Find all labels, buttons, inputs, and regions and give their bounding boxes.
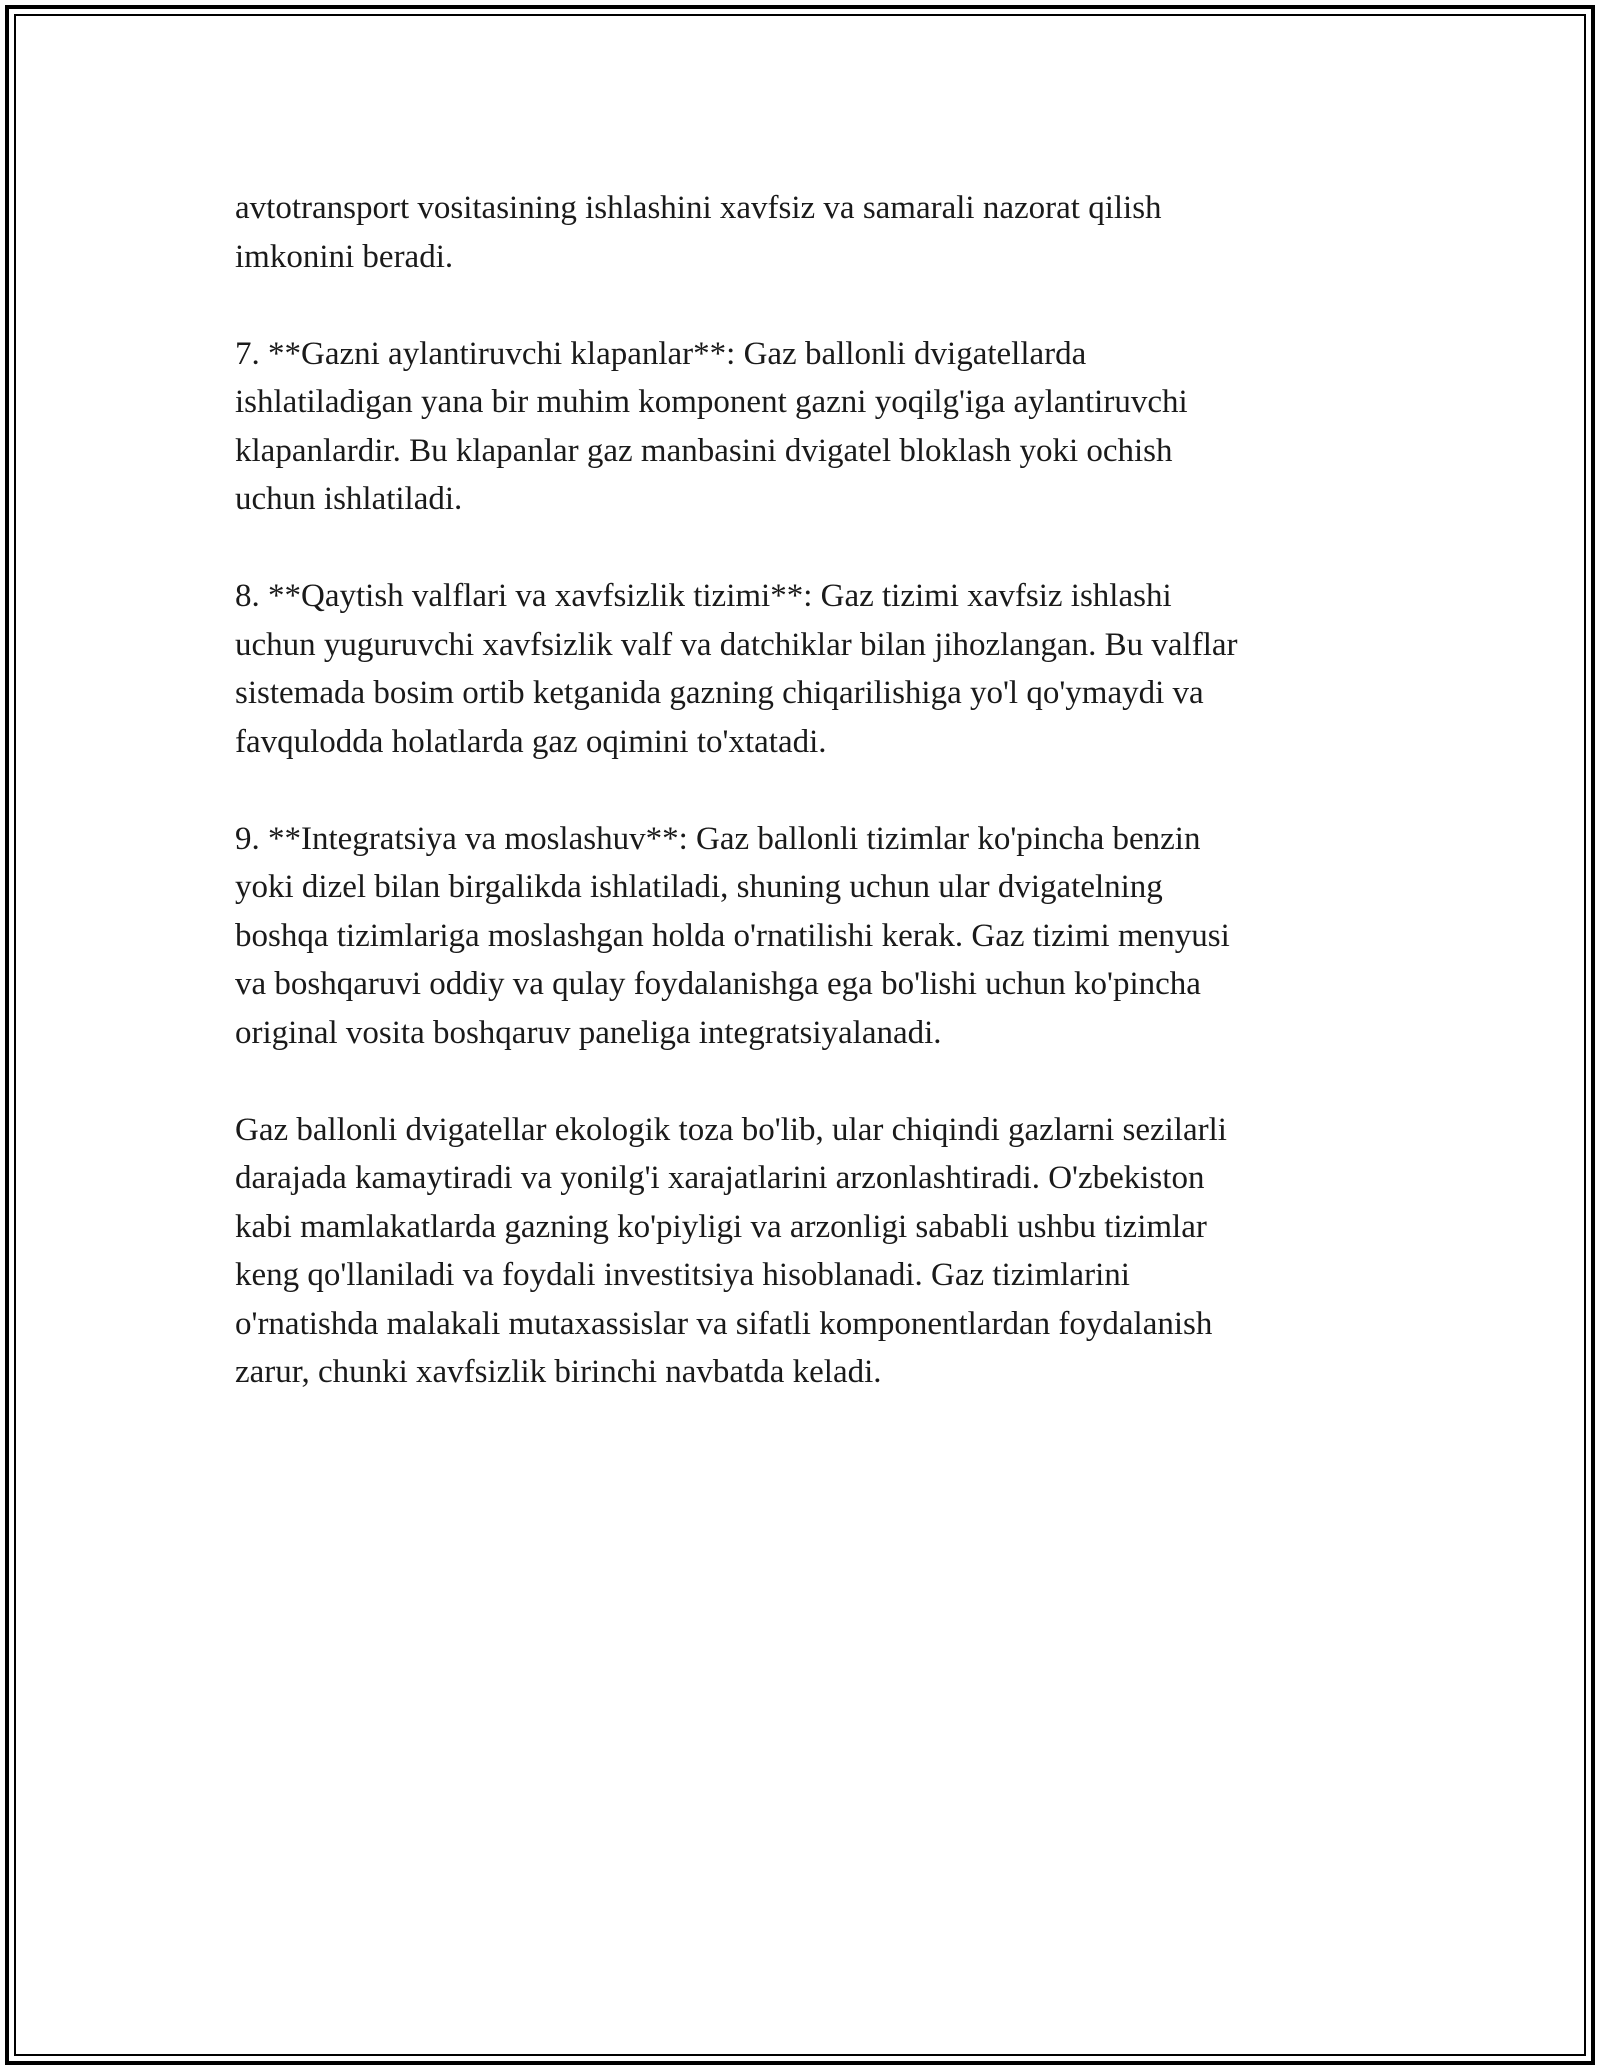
text-line: o'rnatishda malakali mutaxassislar va sifatli komponentlardan foydalanish <box>235 1305 1213 1342</box>
paragraph-item-8 <box>235 572 1370 766</box>
text-line: 7. **Gazni aylantiruvchi klapanlar**: Gaz ballonli dvigatellarda <box>235 335 1087 372</box>
paragraph-item-9 <box>235 815 1370 1058</box>
text-line: zarur, chunki xavfsizlik birinchi navbatda keladi. <box>235 1354 882 1390</box>
text-line: Gaz ballonli dvigatellar ekologik toza bo'lib, ular chiqindi gazlarni sezilarli <box>235 1111 1227 1148</box>
text-line: avtotransport vositasining ishlashini xavfsiz va samarali nazorat qilish <box>235 190 1162 226</box>
text-line: sistemada bosim ortib ketganida gazning chiqarilishiga yo'l qo'ymaydi va <box>235 675 1204 711</box>
paragraph-conclusion <box>235 1106 1370 1397</box>
text-line: 8. **Qaytish valflari va xavfsizlik tizimi**: Gaz tizimi xavfsiz ishlashi <box>235 578 1172 614</box>
text-line: va boshqaruvi oddiy va qulay foydalanishga ega bo'lishi uchun ko'pincha <box>235 966 1201 1002</box>
text-line: kabi mamlakatlarda gazning ko'piyligi va arzonligi sababli ushbu tizimlar <box>235 1208 1207 1245</box>
text-line: darajada kamaytiradi va yonilg'i xarajatlarini arzonlashtiradi. O'zbekiston <box>235 1160 1205 1196</box>
paragraph-intro-continuation <box>235 184 1370 281</box>
text-line: uchun ishlatiladi. <box>235 481 463 517</box>
text-line: keng qo'llaniladi va foydali investitsiya hisoblanadi. Gaz tizimlarini <box>235 1257 1130 1293</box>
text-line: imkonini beradi. <box>235 238 454 275</box>
text-line: 9. **Integratsiya va moslashuv**: Gaz ballonli tizimlar ko'pincha benzin <box>235 820 1201 857</box>
text-line: yoki dizel bilan birgalikda ishlatiladi, shuning uchun ular dvigatelning <box>235 869 1163 905</box>
text-line: boshqa tizimlariga moslashgan holda o'rnatilishi kerak. Gaz tizimi menyusi <box>235 917 1230 954</box>
text-line: original vosita boshqaruv paneliga integratsiyalanadi. <box>235 1014 942 1051</box>
paragraph-item-7 <box>235 330 1370 524</box>
text-line: uchun yuguruvchi xavfsizlik valf va datchiklar bilan jihozlangan. Bu valflar <box>235 626 1238 663</box>
text-line: favqulodda holatlarda gaz oqimini to'xtatadi. <box>235 723 827 760</box>
document-body <box>235 184 1370 1445</box>
text-line: ishlatiladigan yana bir muhim komponent gazni yoqilg'iga aylantiruvchi <box>235 384 1188 420</box>
text-line: klapanlardir. Bu klapanlar gaz manbasini dvigatel bloklash yoki ochish <box>235 432 1173 469</box>
